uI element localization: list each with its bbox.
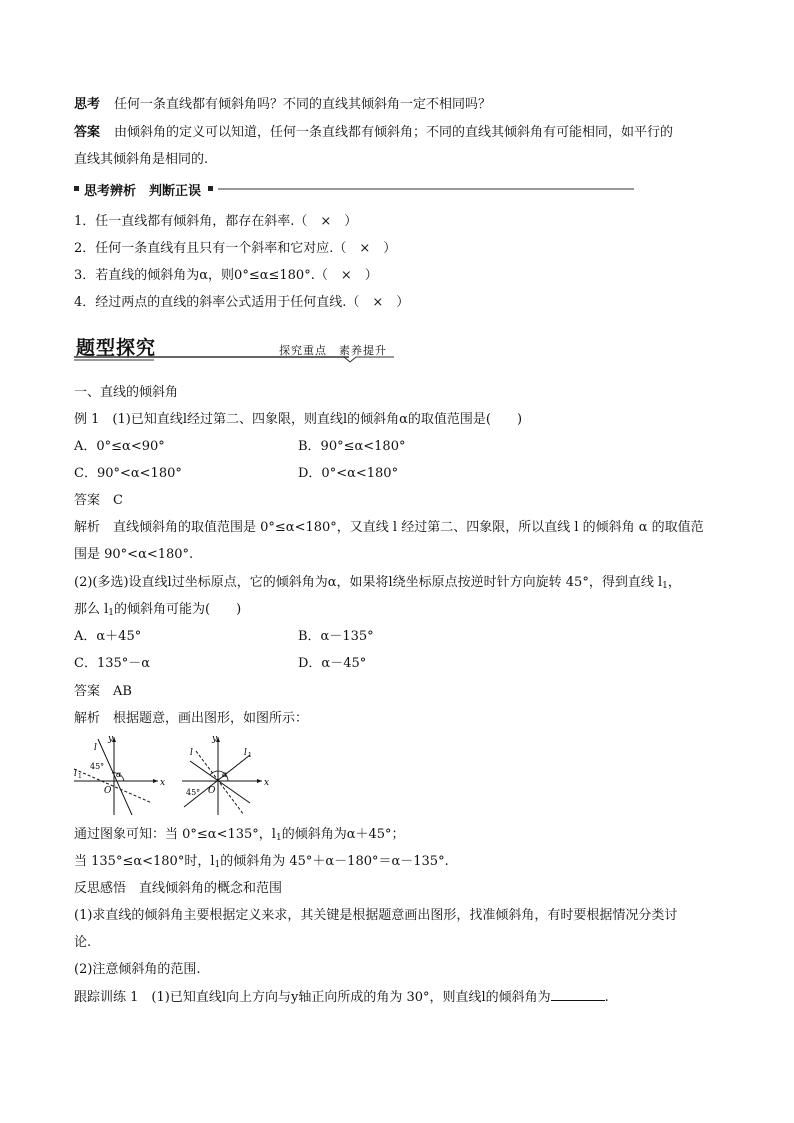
option-a2: A．α＋45° bbox=[74, 629, 142, 644]
obs-text: 当 135°≤α<180°时，l bbox=[74, 854, 215, 869]
fig-label-o: O bbox=[208, 786, 216, 796]
option-c: C．90°<α<180° bbox=[74, 466, 182, 481]
fig-label-l: l bbox=[94, 743, 97, 753]
think-label: 思考 bbox=[74, 97, 101, 112]
explanation-2: 解析 根据题意，画出图形，如图所示： bbox=[74, 711, 309, 726]
obs-text-end: 的倾斜角为 45°＋α－180°＝α－135°. bbox=[220, 854, 449, 869]
q2-text: 那么 l bbox=[74, 602, 109, 617]
explanation-1: 解析 直线倾斜角的取值范围是 0°≤α<180°，又直线 l 经过第二、四象限，所以直线 l 的倾斜角 α 的取值范 bbox=[74, 520, 704, 535]
judge-item: 2．任何一条直线有且只有一个斜率和它对应.（ × ） bbox=[74, 241, 397, 256]
obs-text: 通过图象可知：当 0°≤α<135°，l bbox=[74, 827, 276, 842]
q2-subscript: 1 bbox=[108, 608, 115, 618]
option-b: B．90°≤α<180° bbox=[298, 439, 406, 454]
answer-label: 答案 bbox=[74, 125, 101, 140]
tracking-exercise bbox=[74, 988, 609, 1007]
observation-2 bbox=[74, 853, 449, 874]
fig-label-45: 45° bbox=[186, 788, 201, 797]
section-subtitle: 探究重点 素养提升 bbox=[279, 344, 387, 357]
fig-label-x: x bbox=[264, 778, 270, 788]
reflect-point-1: (1)求直线的倾斜角主要根据定义来求，其关键是根据题意画出图形，找准倾斜角，有时要根据情况分类讨 bbox=[74, 908, 678, 923]
fig-label-l1: l bbox=[244, 748, 247, 758]
q2-text-end: ， bbox=[667, 575, 681, 590]
fig-label-l1-sub: 1 bbox=[248, 752, 252, 759]
fig-label-l1: l bbox=[74, 769, 77, 779]
divider bbox=[218, 188, 634, 190]
example-1-q1: 例 1 (1)已知直线l经过第二、四象限，则直线l的倾斜角α的取值范围是( ) bbox=[74, 412, 523, 427]
reflect-point-1-cont: 论. bbox=[74, 935, 92, 950]
answer-1: 答案 C bbox=[74, 493, 123, 508]
think-question bbox=[74, 96, 491, 114]
fig-label-l: l bbox=[190, 748, 193, 758]
judge-item: 1．任一直线都有倾斜角，都存在斜率.（ × ） bbox=[74, 214, 358, 229]
explanation-1-cont: 围是 90°<α<180°. bbox=[74, 547, 194, 562]
fig-label-y: y bbox=[212, 734, 218, 744]
option-b2: B．α－135° bbox=[298, 629, 374, 644]
bullet-square-icon bbox=[74, 186, 79, 191]
q2-text-end: 的倾斜角可能为( ) bbox=[114, 602, 242, 617]
option-d2: D．α－45° bbox=[298, 656, 367, 671]
section-title: 题型探究 bbox=[76, 337, 157, 359]
part-heading: 一、直线的倾斜角 bbox=[74, 385, 179, 400]
example-1-q2-cont bbox=[74, 601, 241, 622]
fig-label-x: x bbox=[160, 778, 166, 788]
example-1-q2 bbox=[74, 574, 681, 595]
answer-blank[interactable] bbox=[551, 988, 605, 1001]
q2-subscript: 1 bbox=[662, 581, 668, 591]
fig-label-l1-sub: 1 bbox=[78, 773, 82, 780]
observation-1 bbox=[74, 826, 405, 847]
reflect-point-2: (2)注意倾斜角的范围. bbox=[74, 962, 201, 977]
fig-label-alpha: α bbox=[116, 770, 122, 779]
answer-2: 答案 AB bbox=[74, 684, 132, 699]
think-answer-line2: 直线其倾斜角是相同的. bbox=[74, 152, 209, 167]
think-answer bbox=[74, 124, 673, 142]
fig-label-y: y bbox=[108, 734, 114, 744]
obs-subscript: 1 bbox=[275, 833, 282, 843]
bullet-square-icon bbox=[208, 186, 213, 191]
figure-right bbox=[180, 733, 272, 817]
option-d: D．0°<α<180° bbox=[298, 466, 399, 481]
fig-label-45: 45° bbox=[90, 762, 105, 771]
figure-left bbox=[72, 733, 164, 817]
obs-subscript: 1 bbox=[214, 860, 221, 870]
judge-section-bar bbox=[74, 181, 634, 197]
judge-title: 思考辨析 判断正误 bbox=[84, 184, 202, 199]
judge-item: 4．经过两点的直线的斜率公式适用于任何直线.（ × ） bbox=[74, 295, 410, 310]
fig-label-o: O bbox=[104, 786, 112, 796]
option-a: A．0°≤α<90° bbox=[74, 439, 165, 454]
reflect-title: 反思感悟 直线倾斜角的概念和范围 bbox=[74, 881, 283, 896]
section-header bbox=[74, 333, 394, 367]
answer-text: 由倾斜角的定义可以知道，任何一条直线都有倾斜角；不同的直线其倾斜角有可能相同，如平行的 bbox=[114, 125, 674, 140]
obs-text-end: 的倾斜角为α＋45°； bbox=[281, 827, 405, 842]
tracking-end: . bbox=[604, 990, 609, 1005]
q2-text: (2)(多选)设直线l过坐标原点，它的倾斜角为α，如果将l绕坐标原点按逆时针方向旋转 45°，得到直线 l bbox=[74, 575, 663, 590]
judge-item: 3．若直线的倾斜角为α，则0°≤α≤180°.（ × ） bbox=[74, 268, 378, 283]
tracking-text: 跟踪训练 1 (1)已知直线l向上方向与y轴正向所成的角为 30°，则直线l的倾斜角为 bbox=[74, 990, 551, 1005]
think-question-text: 任何一条直线都有倾斜角吗？不同的直线其倾斜角一定不相同吗？ bbox=[114, 97, 492, 112]
option-c2: C．135°－α bbox=[74, 656, 151, 671]
fig-label-alpha: α bbox=[222, 770, 228, 779]
